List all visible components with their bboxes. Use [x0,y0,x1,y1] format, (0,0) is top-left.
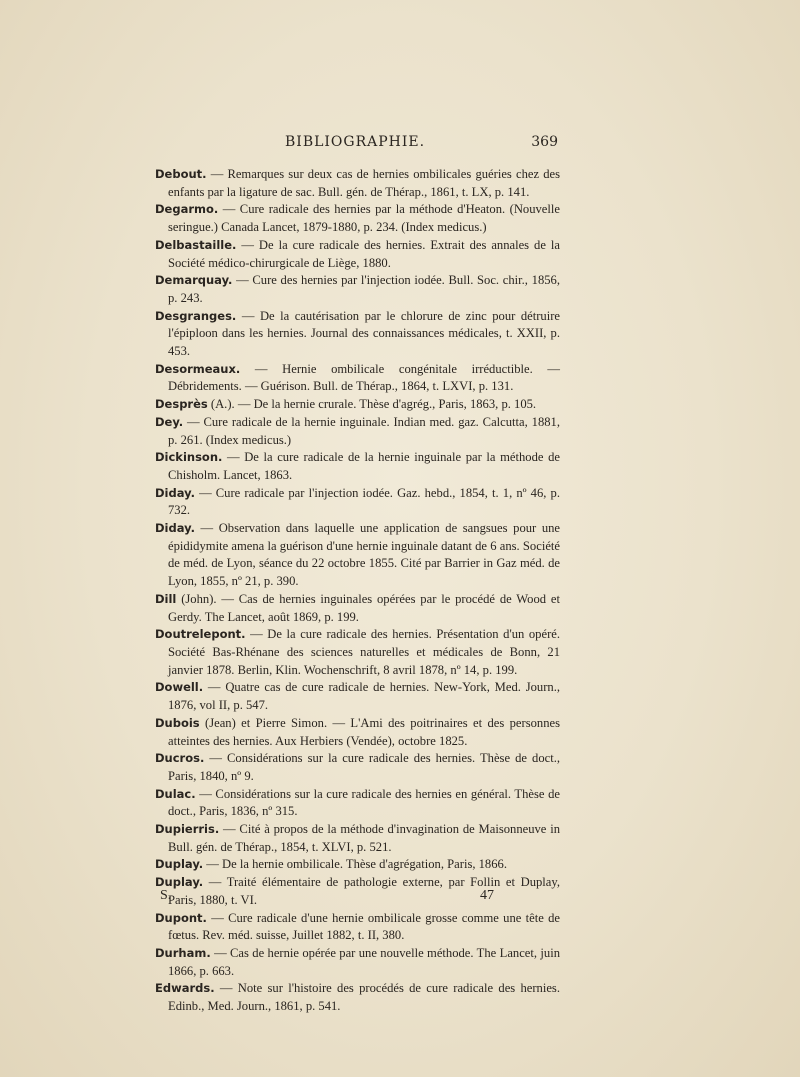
bibliography-entry [155,786,560,821]
bibliography-entry [155,750,560,785]
bibliography-entry [155,679,560,714]
entry-text: — Cure radicale de la hernie inguinale. Indian med. gaz. Calcutta, 1881, p. 261. (Index medicus.) [168,414,560,447]
entry-author: Dubois [155,715,200,730]
entry-text: — De la cure radicale des hernies. Extrait des annales de la Société médico-chirurgicale de Liège, 1880. [168,237,560,270]
entry-author: Diday. [155,521,195,536]
signature-number: 47 [480,888,494,903]
entry-author: Desprès [155,397,208,412]
entry-author: Edwards. [155,981,215,996]
bibliography-entry [155,856,560,874]
page-title: BIBLIOGRAPHIE. [285,134,426,150]
entry-text: — De la cure radicale de la hernie inguinale par la méthode de Chisholm. Lancet, 1863. [168,450,560,482]
bibliography-entry [155,520,560,591]
entry-text: — Cas de hernie opérée par une nouvelle méthode. The Lancet, juin 1866, p. 663. [168,945,560,978]
bibliography-entry [155,237,560,272]
entry-author: Demarquay. [155,273,233,288]
entry-author: Dickinson. [155,450,223,465]
bibliography-entry [155,980,560,1015]
signature-mark: S. [160,888,172,903]
bibliography-entry [155,414,560,449]
bibliography-entry [155,910,560,945]
bibliography-entry [155,272,560,307]
bibliography-entry [155,591,560,626]
entry-author: Debout. [155,167,207,181]
bibliography-entry [155,201,560,236]
entry-author: Dupierris. [155,822,220,837]
entry-text: — Cité à propos de la méthode d'invagination de Maisonneuve in Bull. gén. de Thérap., 1854, t. XLVI, p. 521. [168,822,560,854]
entry-text: — Cure radicale des hernies par la méthode d'Heaton. (Nouvelle seringue.) Canada Lancet, 1879-1880, p. 234. (Index medicus.) [168,202,560,235]
entry-text: — De la cautérisation par le chlorure de zinc pour détruire l'épiploon dans les hernies. Journal des connaissances médicales, t. XXII, p. 453. [168,308,560,359]
entry-text: — Considérations sur la cure radicale des hernies. Thèse de doct., Paris, 1840, nº 9. [168,751,560,783]
bibliography-entry [155,449,560,484]
entry-text: — Cure des hernies par l'injection iodée. Bull. Soc. chir., 1856, p. 243. [168,273,560,305]
entry-text: — Note sur l'histoire des procédés de cure radicale des hernies. Edinb., Med. Journ., 1861, p. 541. [168,981,560,1014]
entry-text: (Jean) et Pierre Simon. — L'Ami des poitrinaires et des personnes atteintes des hernies. Aux Herbiers (Vendée), octobre 1825. [168,715,560,748]
entry-author: Diday. [155,485,195,500]
entry-author: Doutrelepont. [155,627,246,642]
bibliography-entry [155,485,560,520]
bibliography-entry [155,821,560,856]
bibliography-entry [155,396,560,414]
running-header [155,134,558,154]
entry-text: (John). — Cas de hernies inguinales opérées par le procédé de Wood et Gerdy. The Lancet, août 1869, p. 199. [168,591,560,624]
entry-text: (A.). — De la hernie crurale. Thèse d'agrég., Paris, 1863, p. 105. [207,397,537,412]
entry-author: Delbastaille. [155,237,237,252]
entry-author: Dill [155,591,177,606]
entry-author: Durham. [155,945,211,960]
entry-author: Dowell. [155,680,204,695]
entry-author: Duplay. [155,857,204,872]
bibliography-entry [155,715,560,750]
entry-text: — Traité élémentaire de pathologie externe, par Follin et Duplay, Paris, 1880, t. VI. [168,875,560,907]
entry-text: — Remarques sur deux cas de hernies ombilicales guéries chez des enfants par la ligature de sac. Bull. gén. de Thérap., 1861, t. LX, p. 141. [168,167,560,199]
entry-text: — Quatre cas de cure radicale de hernies. New-York, Med. Journ., 1876, vol II, p. 547. [168,680,560,713]
bibliography-entry [155,945,560,980]
entry-text: — Cure radicale d'une hernie ombilicale grosse comme une tête de fœtus. Rev. méd. suisse, Juillet 1882, t. II, 380. [168,910,560,943]
entry-author: Duplay. [155,875,204,890]
bibliography-entry [155,308,560,361]
page-footer [160,888,520,908]
entry-author: Dulac. [155,786,196,801]
entry-text: — De la cure radicale des hernies. Présentation d'un opéré. Société Bas-Rhénane des sciences naturelles et médicales de Bonn, 21 janvier 1878. Berlin, Klin. Wochenschrift, 8 avril 1878, nº 14, p. 199. [168,627,560,677]
entry-text: — Observation dans laquelle une application de sangsues pour une épididymite amena la guérison d'une hernie inguinale datant de 6 ans. Société de méd. de Lyon, séance du 22 octobre 1855. Cité par Barrier in Gaz méd. de Lyon, 1855, nº 21, p. 390. [168,521,560,589]
entry-text: — Cure radicale par l'injection iodée. Gaz. hebd., 1854, t. 1, nº 46, p. 732. [168,485,560,518]
entry-author: Desgranges. [155,308,237,323]
entry-author: Degarmo. [155,202,219,217]
entry-author: Dey. [155,414,184,429]
bibliography-entry [155,626,560,679]
entry-author: Desormeaux. [155,361,241,376]
page-number: 369 [531,134,558,150]
entry-author: Ducros. [155,751,205,766]
entry-text: — Hernie ombilicale congénitale irréductible. — Débridements. — Guérison. Bull. de Thérap., 1864, t. LXVI, p. 131. [168,361,560,394]
entry-text: — De la hernie ombilicale. Thèse d'agrégation, Paris, 1866. [203,857,507,872]
bibliography-entry [155,166,560,201]
entry-text: — Considérations sur la cure radicale des hernies en général. Thèse de doct., Paris, 1836, nº 315. [168,786,560,819]
entry-author: Dupont. [155,910,207,925]
bibliography-entry [155,361,560,396]
